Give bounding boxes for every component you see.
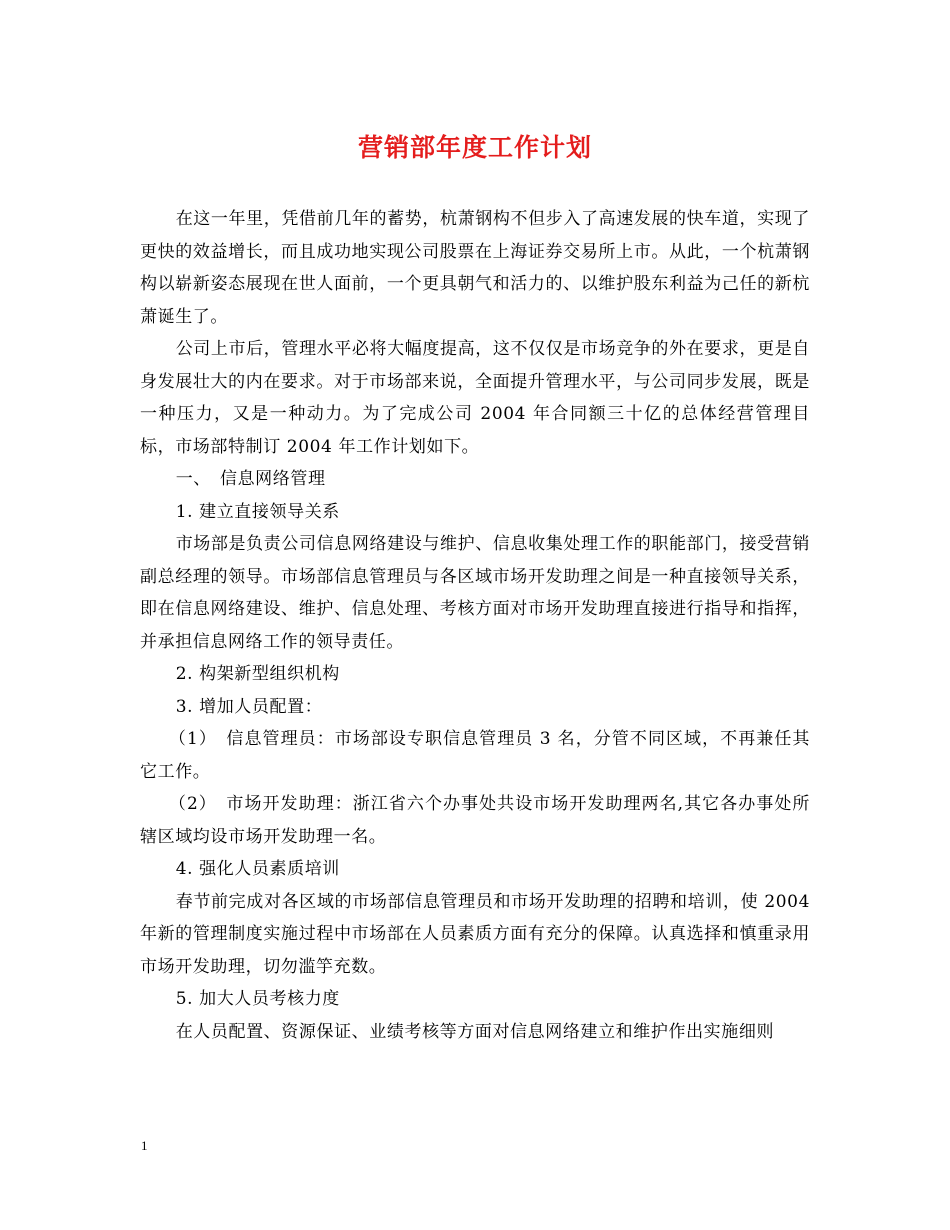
list-item-info-manager: （1） 信息管理员：市场部设专职信息管理员 3 名，分管不同区域，不再兼任其它工作。	[140, 729, 810, 782]
paragraph-intro: 在这一年里，凭借前几年的蓄势，杭萧钢构不但步入了高速发展的快车道，实现了更快的效益增长，而且成功地实现公司股票在上海证券交易所上市。从此，一个杭萧钢构以崭新姿态展现在世人面前，一个更具朝气和活力的、以维护股东利益为己任的新杭萧诞生了。	[140, 209, 810, 327]
paragraph-training: 春节前完成对各区域的市场部信息管理员和市场开发助理的招聘和培训，使 2004 年新的管理制度实施过程中市场部在人员素质方面有充分的保障。认真选择和慎重录用市场开发助理，切勿滥竽充数。	[140, 891, 810, 977]
paragraph-assessment: 在人员配置、资源保证、业绩考核等方面对信息网络建立和维护作出实施细则	[175, 1021, 775, 1042]
page-number: 1	[141, 1138, 148, 1153]
subheading-staffing: 3. 增加人员配置：	[175, 696, 323, 717]
list-item-market-assistant: （2） 市场开发助理：浙江省六个办事处共设市场开发助理两名,其它各办事处所辖区域均设市场开发助理一名。	[140, 794, 810, 847]
subheading-leadership: 1. 建立直接领导关系	[175, 501, 340, 522]
subheading-training: 4. 强化人员素质培训	[175, 859, 340, 879]
subheading-assessment: 5. 加大人员考核力度	[175, 989, 340, 1009]
section-heading-info-network: 一、 信息网络管理	[175, 469, 326, 489]
subheading-organization: 2. 构架新型组织机构	[175, 664, 340, 684]
paragraph-listing: 公司上市后，管理水平必将大幅度提高，这不仅仅是市场竞争的外在要求，更是自身发展壮大的内在要求。对于市场部来说，全面提升管理水平，与公司同步发展，既是一种压力，又是一种动力。为了完成公司 2004 年合同额三十亿的总体经营管理目标，市场部特制订 2004 年工作计划如下。	[140, 339, 810, 457]
paragraph-leadership: 市场部是负责公司信息网络建设与维护、信息收集处理工作的职能部门，接受营销副总经理的领导。市场部信息管理员与各区域市场开发助理之间是一种直接领导关系，即在信息网络建设、维护、信息处理、考核方面对市场开发助理直接进行指导和指挥，并承担信息网络工作的领导责任。	[140, 534, 810, 652]
document-title: 营销部年度工作计划	[357, 133, 592, 162]
document-body	[140, 203, 810, 1048]
